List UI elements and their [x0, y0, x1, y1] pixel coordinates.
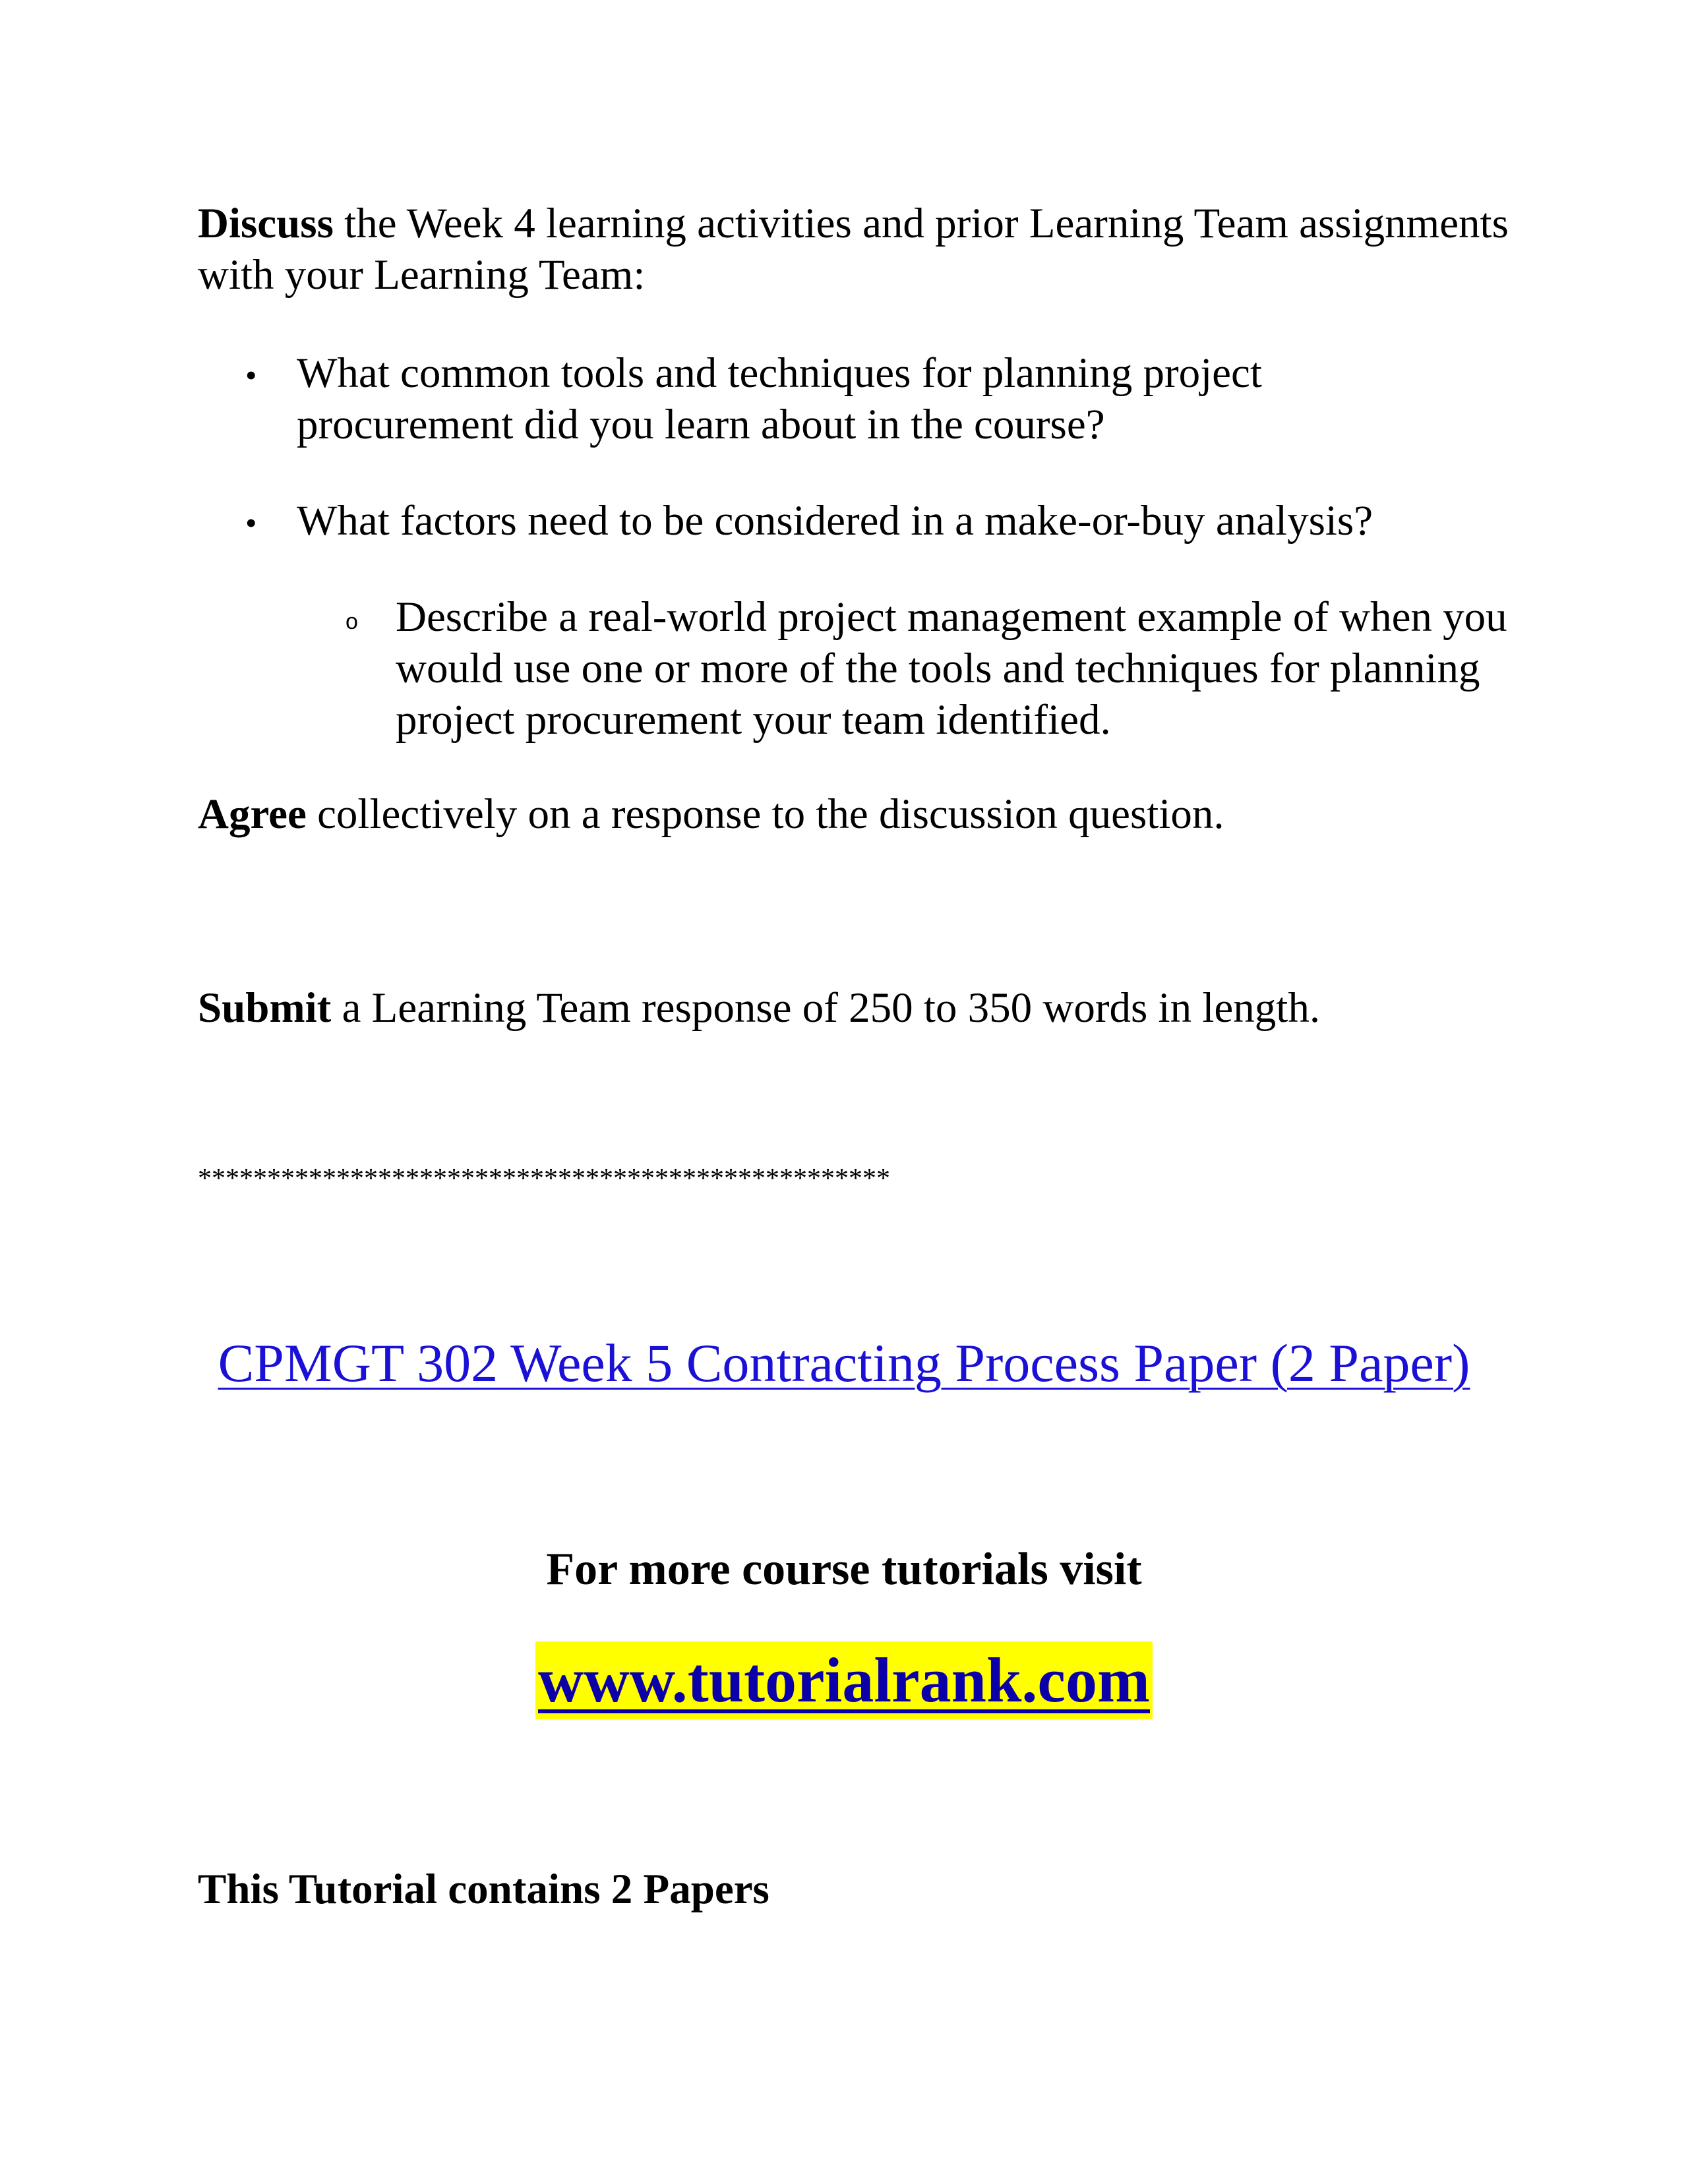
site-link-wrap	[0, 1641, 1688, 1719]
submit-paragraph	[198, 982, 1517, 1034]
contains-heading: This Tutorial contains 2 Papers	[198, 1866, 769, 1913]
course-title-link[interactable]: CPMGT 302 Week 5 Contracting Process Paper (2 Paper)	[218, 1333, 1470, 1393]
visit-heading: For more course tutorials visit	[546, 1544, 1142, 1595]
discuss-rest: the Week 4 learning activities and prior Learning Team assignments with your Learning Team:	[198, 200, 1509, 299]
sub-bullet-1-text: Describe a real-world project management example of when you would use one or more of the tools and techniques for planning project procurement your team identified.	[396, 593, 1507, 744]
sub-bullet-1-marker: o	[346, 609, 358, 634]
bullet-2-text: What factors need to be considered in a make-or-buy analysis?	[297, 497, 1373, 545]
bullet-2-marker: •	[245, 504, 257, 541]
site-url-link[interactable]: www.tutorialrank.com	[535, 1641, 1153, 1719]
submit-rest: a Learning Team response of 250 to 350 words in length.	[331, 984, 1321, 1032]
discuss-paragraph	[198, 198, 1517, 301]
agree-paragraph	[198, 788, 1517, 840]
submit-lead: Submit	[198, 984, 332, 1032]
agree-rest: collectively on a response to the discussion question.	[306, 790, 1224, 838]
bullet-1-marker: •	[245, 357, 257, 394]
bullet-1-text: What common tools and techniques for planning project procurement did you learn about in the course?	[297, 349, 1262, 448]
discuss-lead: Discuss	[198, 200, 334, 247]
agree-lead: Agree	[198, 790, 307, 838]
separator-line: **************************************************	[198, 1164, 890, 1194]
